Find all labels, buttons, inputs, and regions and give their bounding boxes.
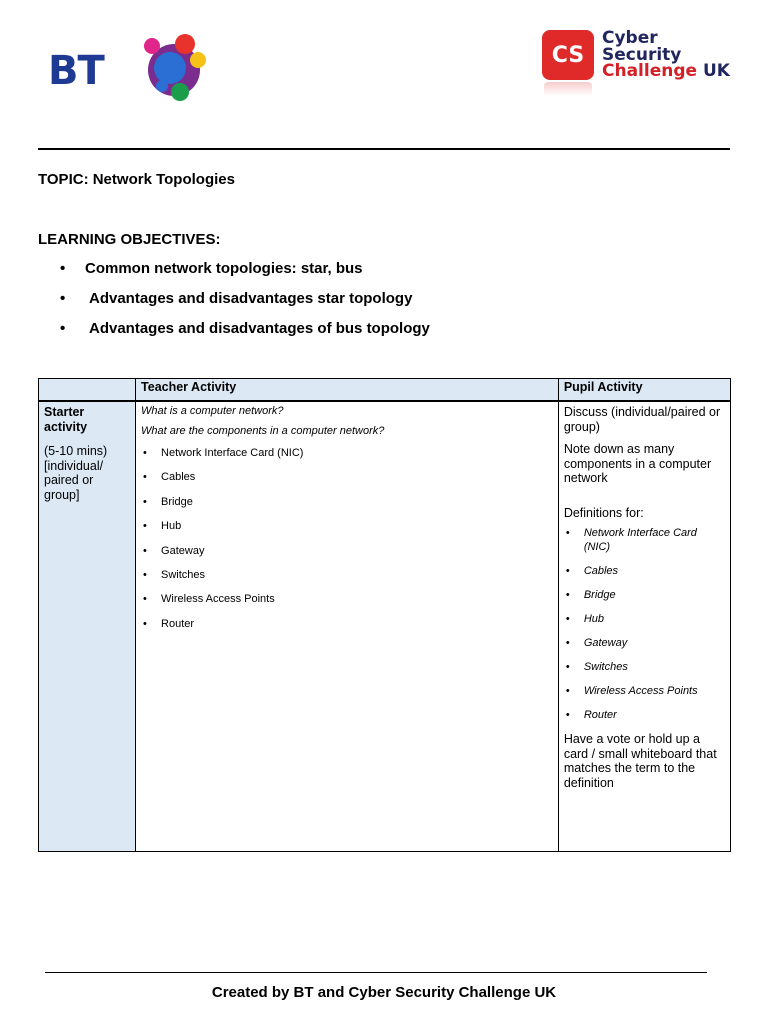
component-text: Switches bbox=[161, 568, 206, 581]
header-cell-teacher-activity: Teacher Activity bbox=[136, 379, 559, 402]
list-item bbox=[143, 496, 553, 520]
header-divider bbox=[38, 148, 730, 150]
list-item bbox=[566, 564, 725, 578]
list-item bbox=[143, 447, 553, 471]
header-cell-blank bbox=[39, 379, 136, 402]
list-item bbox=[566, 708, 725, 722]
definition-term: Router bbox=[583, 709, 617, 721]
bt-logo-text: BT bbox=[48, 48, 104, 94]
list-item bbox=[566, 636, 725, 650]
component-text: Gateway bbox=[161, 544, 205, 557]
list-item bbox=[566, 588, 725, 602]
starter-details: (5-10 mins) [individual/ paired or group] bbox=[44, 444, 108, 502]
table-header-row bbox=[39, 379, 731, 402]
bullet-icon: • bbox=[565, 685, 570, 697]
definition-term: Network Interface Card (NIC) bbox=[583, 527, 697, 553]
csc-line-3 bbox=[602, 63, 730, 80]
csc-line-2: Security bbox=[602, 44, 682, 65]
learning-objectives-heading: LEARNING OBJECTIVES: bbox=[38, 231, 221, 248]
bullet-icon: • bbox=[143, 471, 147, 484]
bullet-icon: • bbox=[143, 568, 147, 581]
pupil-definitions-list bbox=[564, 526, 725, 722]
list-item bbox=[566, 526, 725, 554]
list-item bbox=[143, 520, 553, 544]
list-item bbox=[566, 660, 725, 674]
starter-activity-cell bbox=[39, 401, 136, 852]
list-item bbox=[143, 545, 553, 569]
bullet-icon: • bbox=[143, 544, 147, 557]
bullet-icon: • bbox=[565, 527, 570, 539]
footer-divider bbox=[45, 972, 707, 973]
csc-line-1: Cyber bbox=[602, 28, 658, 48]
definition-term: Wireless Access Points bbox=[583, 685, 698, 697]
table-row bbox=[39, 401, 731, 852]
cyber-security-challenge-logo bbox=[542, 30, 732, 96]
list-item bbox=[143, 618, 553, 642]
bullet-icon: • bbox=[60, 260, 66, 277]
bullet-icon: • bbox=[143, 593, 147, 606]
definition-term: Bridge bbox=[583, 589, 616, 601]
bullet-icon: • bbox=[565, 589, 570, 601]
list-item bbox=[143, 471, 553, 495]
list-item bbox=[566, 684, 725, 698]
bullet-icon: • bbox=[565, 565, 570, 577]
objective-text: Advantages and disadvantages of bus topology bbox=[89, 320, 430, 337]
bullet-icon: • bbox=[565, 661, 570, 673]
teacher-question-2: What are the components in a computer network? bbox=[141, 425, 385, 437]
list-item bbox=[143, 569, 553, 593]
lesson-plan-table bbox=[38, 378, 731, 852]
bullet-icon: • bbox=[565, 637, 570, 649]
list-item bbox=[60, 260, 430, 290]
bt-piper-icon bbox=[130, 30, 210, 106]
topic-heading: TOPIC: Network Topologies bbox=[38, 171, 235, 188]
bullet-icon: • bbox=[143, 520, 147, 533]
bullet-icon: • bbox=[565, 709, 570, 721]
pupil-note-text: Note down as many components in a computer network bbox=[563, 442, 712, 485]
teacher-component-list bbox=[141, 447, 553, 642]
header-cell-pupil-activity: Pupil Activity bbox=[558, 379, 730, 402]
bullet-icon: • bbox=[143, 617, 147, 630]
list-item bbox=[60, 290, 430, 320]
list-item bbox=[60, 320, 430, 350]
component-text: Wireless Access Points bbox=[161, 593, 275, 606]
pupil-activity-cell bbox=[558, 401, 730, 852]
teacher-activity-cell bbox=[136, 401, 559, 852]
list-item bbox=[143, 593, 553, 617]
teacher-question-1: What is a computer network? bbox=[141, 405, 284, 417]
csc-badge-reflection bbox=[544, 82, 592, 96]
footer-credit: Created by BT and Cyber Security Challenge UK bbox=[211, 984, 557, 1001]
bt-logo bbox=[48, 30, 208, 106]
component-text: Router bbox=[161, 617, 195, 630]
bullet-icon: • bbox=[60, 290, 66, 307]
bullet-icon: • bbox=[565, 613, 570, 625]
component-text: Cables bbox=[161, 471, 196, 484]
pupil-definitions-heading: Definitions for: bbox=[563, 505, 644, 520]
learning-objectives-list bbox=[60, 260, 430, 350]
definition-term: Gateway bbox=[583, 637, 628, 649]
bullet-icon: • bbox=[60, 320, 66, 337]
bullet-icon: • bbox=[143, 447, 147, 459]
pupil-vote-text: Have a vote or hold up a card / small whiteboard that matches the term to the definition bbox=[563, 732, 717, 790]
csc-logo-text bbox=[602, 30, 730, 80]
list-item bbox=[566, 612, 725, 626]
objective-text: Advantages and disadvantages star topology bbox=[89, 290, 413, 307]
pupil-discuss-text: Discuss (individual/paired or group) bbox=[563, 405, 721, 434]
csc-challenge-text: Challenge bbox=[602, 61, 698, 81]
component-text: Hub bbox=[161, 520, 182, 533]
definition-term: Switches bbox=[583, 661, 628, 673]
bullet-icon: • bbox=[143, 495, 147, 508]
component-text: Bridge bbox=[161, 495, 193, 508]
definition-term: Cables bbox=[583, 565, 619, 577]
component-text: Network Interface Card (NIC) bbox=[161, 447, 304, 459]
objective-text: Common network topologies: star, bus bbox=[85, 260, 363, 277]
csc-badge-icon: CS bbox=[542, 30, 594, 80]
csc-uk-text: UK bbox=[697, 61, 730, 81]
definition-term: Hub bbox=[583, 613, 604, 625]
starter-title: Starter activity bbox=[44, 405, 88, 434]
